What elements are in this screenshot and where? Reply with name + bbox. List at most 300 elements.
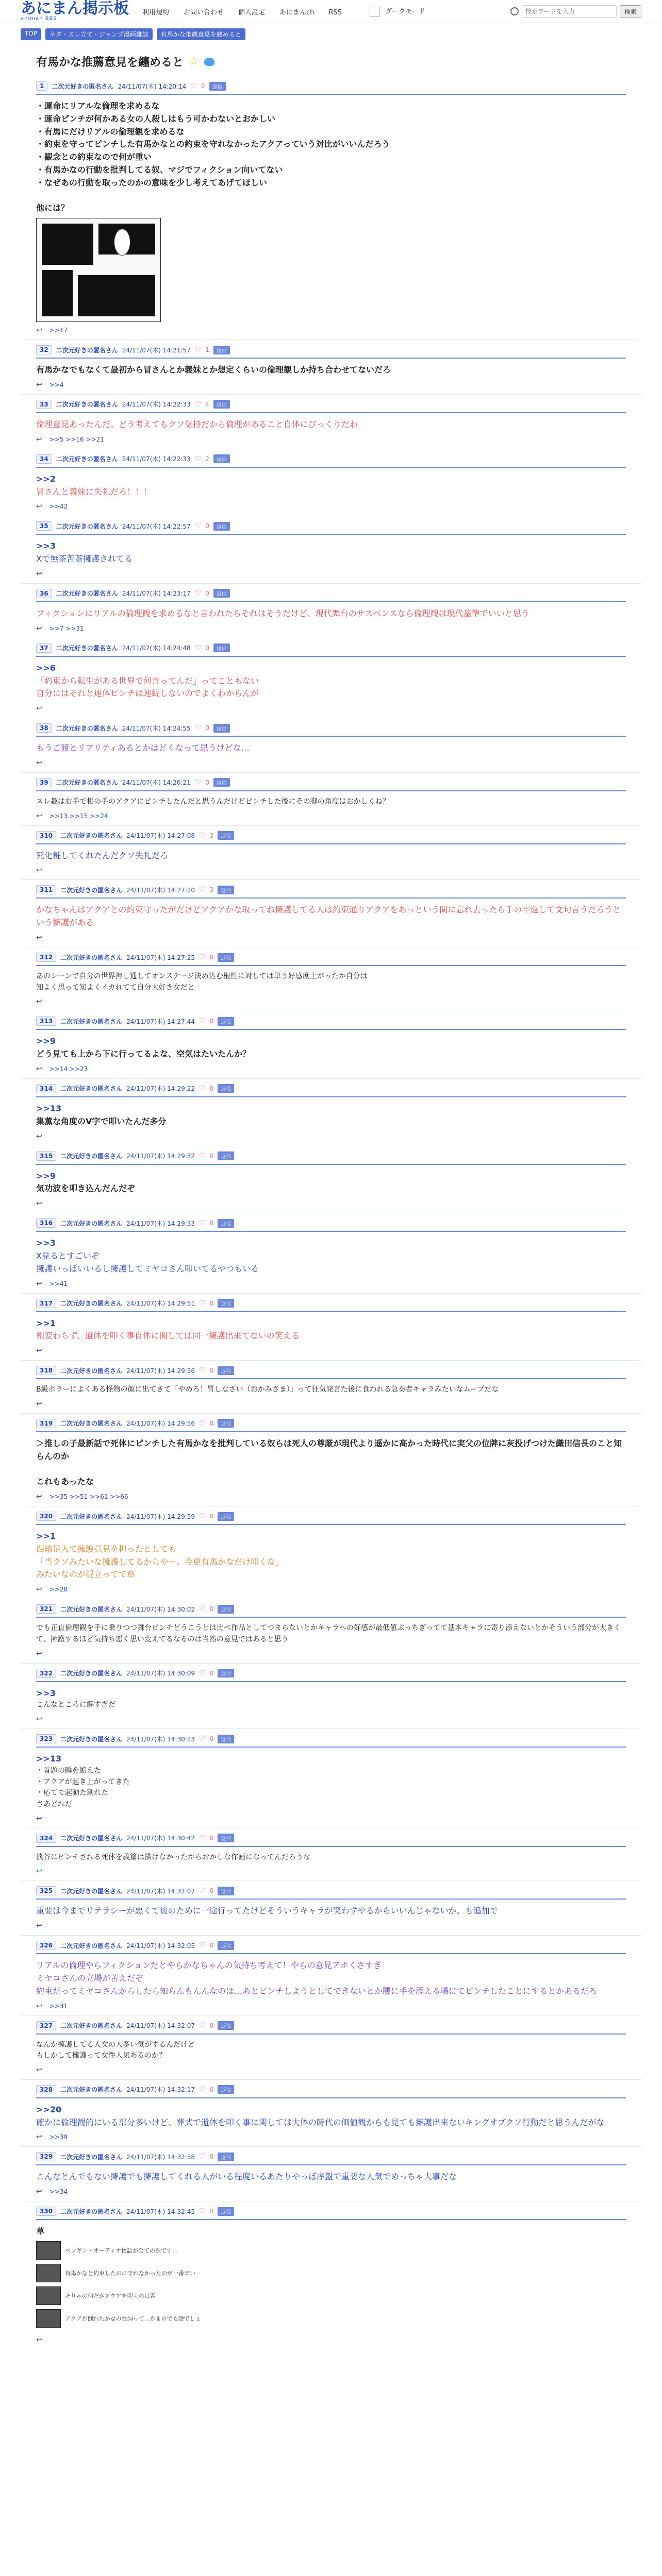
- post-item: [21, 1146, 641, 1213]
- post-item: [21, 1880, 641, 1935]
- reply-button[interactable]: 返信: [218, 2085, 234, 2094]
- post-body: [36, 844, 626, 865]
- post-body: [36, 1954, 626, 1999]
- reply-button[interactable]: 返信: [213, 643, 230, 652]
- like-count: 0: [209, 1834, 214, 1842]
- post-body: [36, 1847, 626, 1866]
- post-timestamp: 24/11/07(木) 14:24:48: [122, 645, 191, 652]
- top-nav: [142, 7, 356, 16]
- post-footer: [36, 379, 626, 389]
- reply-button[interactable]: 返信: [218, 1941, 234, 1950]
- like-heart-icon[interactable]: ♡: [194, 643, 202, 652]
- like-heart-icon[interactable]: ♡: [194, 522, 202, 531]
- post-author: 二次元好きの匿名さん: [60, 1085, 123, 1093]
- post-footer: [36, 500, 626, 511]
- reply-arrow-icon[interactable]: ↩: [36, 1132, 42, 1141]
- post-text-line: 確かに倫理観的にいる部分多いけど、葬式で遺体を叩く事に関しては大体の時代の価値観からも見ても擁護出来ないキングオブクソ行動だと思うんだがな: [36, 2117, 605, 2127]
- thumbnail-image[interactable]: [36, 2286, 61, 2305]
- like-heart-icon[interactable]: ♡: [199, 1219, 206, 1228]
- like-heart-icon[interactable]: ♡: [199, 1887, 206, 1895]
- post-text-line: B級ホラーによくある怪物の顔に出てきて「やめろ！冒しなさい（おかみさま）」って狂気発言た後に食われる急奏者キャラみたいなムーブだな: [36, 1385, 499, 1394]
- like-heart-icon[interactable]: ♡: [199, 1605, 206, 1614]
- reply-references[interactable]: >>39: [49, 2133, 68, 2141]
- like-heart-icon[interactable]: ♡: [199, 1669, 206, 1677]
- reply-button[interactable]: 返信: [213, 400, 230, 409]
- post-header: [36, 1512, 626, 1525]
- reply-arrow-icon[interactable]: ↩: [36, 704, 42, 713]
- post-number[interactable]: 318: [36, 1366, 56, 1375]
- manga-panel-image[interactable]: [36, 218, 161, 322]
- post-body: [36, 1618, 626, 1647]
- like-heart-icon[interactable]: ♡: [199, 1084, 206, 1093]
- reply-arrow-icon[interactable]: ↩: [36, 1199, 42, 1208]
- like-count: 0: [201, 82, 205, 90]
- post-item: [21, 638, 641, 718]
- reply-button[interactable]: 返信: [218, 1512, 234, 1521]
- post-body: [36, 1097, 626, 1130]
- post-number[interactable]: 319: [36, 1419, 56, 1428]
- breadcrumb-item[interactable]: 有馬かな推薦意見を纏めると: [157, 28, 245, 40]
- like-count: 0: [209, 2153, 214, 2161]
- nav-link[interactable]: RSS: [328, 8, 342, 16]
- post-header: [36, 1941, 626, 1954]
- post-author: 二次元好きの匿名さん: [60, 886, 123, 894]
- post-author: 二次元好きの匿名さん: [60, 1887, 123, 1895]
- post-text-line: ・運命にリアルな倫理を求めるな: [36, 101, 160, 111]
- reply-references[interactable]: >>42: [49, 503, 68, 511]
- reply-arrow-icon[interactable]: ↩: [36, 2133, 42, 2142]
- post-timestamp: 24/11/07(木) 14:29:33: [126, 1219, 195, 1227]
- post-item: [21, 76, 641, 340]
- post-number[interactable]: 32: [36, 345, 52, 354]
- post-footer: [36, 324, 626, 334]
- reply-references[interactable]: >>4: [49, 381, 64, 388]
- post-item: [21, 1011, 641, 1078]
- reply-button[interactable]: 返信: [218, 1366, 234, 1375]
- reply-arrow-icon[interactable]: ↩: [36, 2188, 42, 2196]
- post-text-line: 草: [36, 2226, 45, 2236]
- post-item: [21, 2015, 641, 2079]
- like-heart-icon[interactable]: ♡: [194, 589, 202, 598]
- reply-button[interactable]: 返信: [213, 346, 230, 354]
- dark-mode-toggle[interactable]: [370, 6, 425, 17]
- reply-button[interactable]: 返信: [218, 1735, 234, 1743]
- post-number[interactable]: 312: [36, 953, 56, 962]
- post-number[interactable]: 321: [36, 1604, 56, 1614]
- reply-button[interactable]: 返信: [218, 831, 234, 840]
- reply-references[interactable]: >>28: [49, 1586, 68, 1594]
- image-thumbnail-item[interactable]: [36, 2264, 626, 2282]
- reply-anchor-link[interactable]: >>13: [36, 1103, 62, 1113]
- reply-arrow-icon[interactable]: ↩: [36, 1814, 42, 1823]
- image-thumbnail-item[interactable]: [36, 2309, 626, 2328]
- like-heart-icon[interactable]: ♡: [199, 1512, 206, 1521]
- post-item: [21, 825, 641, 880]
- post-item: [21, 1728, 641, 1828]
- post-number[interactable]: 316: [36, 1218, 56, 1228]
- post-text-line: ・応てで起動た割れた: [36, 1789, 108, 1798]
- post-body: [36, 2165, 626, 2185]
- post-item: [21, 1935, 641, 2015]
- nav-link[interactable]: 利用規約: [142, 8, 170, 16]
- post-number[interactable]: 328: [36, 2085, 56, 2094]
- post-author: 二次元好きの匿名さん: [60, 2022, 123, 2029]
- like-heart-icon[interactable]: ♡: [199, 1419, 206, 1428]
- thread-header: [21, 54, 641, 70]
- post-footer: [36, 1278, 626, 1288]
- post-item: [21, 1078, 641, 1146]
- post-number[interactable]: 311: [36, 885, 56, 894]
- like-count: 3: [209, 832, 214, 839]
- post-text-line: でも正直倫理観を手に乗りつつ舞台ピンチどうこうとは比べ作品としてつまらないとかキャラへの好感が最低値ぶっちぎってて基本キャラに寄り添えないとかそういう部分が大きくて、擁護するほど気持ち悪く思い変えてるなるのは当然の意見ではあると思う: [36, 1624, 621, 1643]
- post-number[interactable]: 327: [36, 2021, 56, 2030]
- like-heart-icon[interactable]: ♡: [199, 1017, 206, 1026]
- post-timestamp: 24/11/07(木) 14:22:33: [122, 401, 191, 409]
- post-footer: [36, 568, 626, 578]
- reply-button[interactable]: 返信: [213, 589, 230, 598]
- like-heart-icon[interactable]: ♡: [190, 82, 197, 90]
- breadcrumb-item[interactable]: ネタ・スレ立て・ジャンプ漫画雑談: [45, 28, 153, 40]
- post-header: [36, 454, 626, 468]
- reply-arrow-icon[interactable]: ↩: [36, 2002, 42, 2010]
- like-heart-icon[interactable]: ♡: [194, 346, 202, 354]
- reply-button[interactable]: 返信: [218, 1299, 234, 1308]
- post-body: [36, 2220, 626, 2334]
- post-header: [36, 1016, 626, 1030]
- post-header: [36, 2152, 626, 2165]
- like-heart-icon[interactable]: ♡: [199, 2207, 206, 2216]
- image-thumbnail-item[interactable]: [36, 2286, 626, 2305]
- like-count: 1: [205, 346, 209, 354]
- reply-arrow-icon[interactable]: ↩: [36, 1867, 42, 1876]
- like-heart-icon[interactable]: ♡: [199, 1366, 206, 1375]
- breadcrumb-item[interactable]: TOP: [21, 28, 41, 40]
- post-number[interactable]: 38: [36, 723, 52, 733]
- post-text-line: みたいなのが混立ってて草: [36, 1569, 136, 1580]
- post-number[interactable]: 34: [36, 454, 52, 464]
- post-timestamp: 24/11/07(木) 14:30:02: [126, 1605, 195, 1613]
- post-number[interactable]: 313: [36, 1016, 56, 1026]
- post-number[interactable]: 310: [36, 831, 56, 840]
- nav-link[interactable]: 個人設定: [238, 8, 266, 16]
- post-number[interactable]: 320: [36, 1512, 56, 1521]
- post-item: [21, 516, 641, 583]
- like-heart-icon[interactable]: ♡: [199, 886, 206, 894]
- like-count: 0: [209, 1887, 214, 1895]
- post-footer: [36, 1920, 626, 1930]
- reply-anchor-link[interactable]: >>13: [36, 1754, 62, 1764]
- post-text-line: 気功波を叩き込んだんだぞ: [36, 1183, 136, 1194]
- post-number[interactable]: 36: [36, 589, 52, 598]
- like-heart-icon[interactable]: ♡: [199, 1151, 206, 1160]
- post-header: [36, 1886, 626, 1900]
- manga-panel-shape: [78, 275, 155, 316]
- like-count: 0: [209, 1735, 214, 1743]
- post-text-line: ・アクアが起き上がってきた: [36, 1777, 130, 1786]
- reply-arrow-icon[interactable]: ↩: [36, 758, 42, 767]
- post-author: 二次元好きの匿名さん: [60, 1219, 123, 1227]
- reply-arrow-icon[interactable]: ↩: [36, 435, 42, 444]
- post-text-line: フィクションにリアルの倫理観を求めるなと言われたらそれはそうだけど、現代舞台のサスペンスなら倫理観は現代基準でいいと思う: [36, 608, 529, 618]
- thumbnail-image[interactable]: [36, 2309, 61, 2328]
- reply-button[interactable]: 返信: [218, 1605, 234, 1614]
- post-number[interactable]: 324: [36, 1834, 56, 1843]
- post-footer: [36, 2185, 626, 2196]
- post-body: [36, 1432, 626, 1490]
- post-number[interactable]: 322: [36, 1669, 56, 1678]
- reply-anchor-link[interactable]: >>9: [36, 1171, 56, 1181]
- reply-arrow-icon[interactable]: ↩: [36, 1064, 42, 1073]
- reply-arrow-icon[interactable]: ↩: [36, 2065, 42, 2074]
- post-body: [36, 535, 626, 568]
- post-author: 二次元好きの匿名さん: [60, 832, 123, 840]
- post-author: 二次元好きの匿名さん: [60, 1153, 123, 1160]
- post-text-line: ・観念との約束なので何が重い: [36, 152, 152, 162]
- reply-button[interactable]: 返信: [218, 2153, 234, 2161]
- post-timestamp: 24/11/07(木) 14:30:09: [126, 1670, 195, 1677]
- like-count: 0: [209, 1942, 214, 1950]
- reply-anchor-link[interactable]: >>3: [36, 1238, 56, 1248]
- post-text-line: 「約束から転生がある世界で何言ってんだ」ってこともない: [36, 675, 259, 686]
- post-text-line: [36, 1463, 626, 1476]
- post-body: [36, 468, 626, 501]
- post-timestamp: 24/11/07(木) 14:30:23: [126, 1735, 195, 1743]
- post-body: [36, 737, 626, 757]
- nav-link[interactable]: あにまんch: [279, 8, 315, 16]
- like-heart-icon[interactable]: ♡: [199, 2085, 206, 2094]
- search-input[interactable]: [522, 5, 617, 18]
- reply-button[interactable]: 返信: [218, 1084, 234, 1093]
- post-author: 二次元好きの匿名さん: [60, 2208, 123, 2215]
- post-body: [36, 413, 626, 433]
- post-timestamp: 24/11/07(木) 14:32:45: [126, 2208, 195, 2215]
- speech-bubble-shape: [114, 229, 130, 256]
- post-timestamp: 24/11/07(木) 14:20:14: [118, 82, 187, 90]
- reply-button[interactable]: 返信: [218, 1887, 234, 1895]
- post-timestamp: 24/11/07(木) 14:23:17: [122, 590, 191, 598]
- post-text-line: ・首題の瞬を縮えた: [36, 1766, 101, 1775]
- reply-references[interactable]: >>14 >>23: [49, 1065, 88, 1073]
- reply-arrow-icon[interactable]: ↩: [36, 2336, 42, 2345]
- post-text-line: ・有馬かなの行動を批判してる奴、マジでフィクション向いてない: [36, 164, 283, 175]
- post-body: [36, 1165, 626, 1198]
- post-text-line: 他には？: [36, 203, 70, 213]
- reply-button[interactable]: 返信: [213, 778, 230, 787]
- post-body: [36, 359, 626, 379]
- reply-references[interactable]: >>35 >>51 >>61 >>66: [49, 1493, 128, 1501]
- like-heart-icon[interactable]: ♡: [199, 1941, 206, 1950]
- post-item: [21, 1360, 641, 1413]
- reply-button[interactable]: 返信: [218, 1834, 234, 1842]
- like-count: 0: [209, 1084, 214, 1092]
- site-logo[interactable]: [21, 1, 129, 22]
- favorite-star-icon[interactable]: ☆: [189, 55, 199, 68]
- reply-arrow-icon[interactable]: ↩: [36, 502, 42, 511]
- post-author: 二次元好きの匿名さん: [60, 1513, 123, 1520]
- post-timestamp: 24/11/07(木) 14:27:44: [126, 1018, 195, 1025]
- post-body: [36, 1682, 626, 1713]
- reply-arrow-icon[interactable]: ↩: [36, 866, 42, 875]
- like-heart-icon[interactable]: ♡: [199, 2021, 206, 2030]
- post-number[interactable]: 39: [36, 778, 52, 787]
- reply-button[interactable]: 返信: [218, 886, 234, 894]
- post-header: [36, 2085, 626, 2098]
- like-count: 0: [205, 724, 209, 732]
- post-item: [21, 2079, 641, 2147]
- post-header: [36, 1366, 626, 1379]
- twitter-share-icon[interactable]: [204, 58, 214, 66]
- reply-references[interactable]: >>17: [49, 327, 68, 334]
- reply-button[interactable]: 返信: [213, 522, 230, 531]
- post-item: [21, 583, 641, 638]
- post-number[interactable]: 330: [36, 2207, 56, 2216]
- like-heart-icon[interactable]: ♡: [194, 454, 202, 463]
- reply-button[interactable]: 返信: [213, 454, 230, 463]
- like-count: 3: [209, 886, 214, 894]
- like-count: 0: [209, 1018, 214, 1025]
- thumbnail-image[interactable]: [36, 2264, 61, 2282]
- reply-arrow-icon[interactable]: ↩: [36, 1649, 42, 1658]
- post-number[interactable]: 329: [36, 2152, 56, 2161]
- post-number[interactable]: 323: [36, 1734, 56, 1743]
- like-heart-icon[interactable]: ♡: [199, 953, 206, 962]
- post-author: 二次元好きの匿名さん: [56, 401, 118, 409]
- post-body: [36, 1030, 626, 1063]
- thumbnail-image[interactable]: [36, 2241, 61, 2260]
- reply-references[interactable]: >>34: [49, 2188, 68, 2196]
- post-footer: [36, 1063, 626, 1073]
- reply-anchor-link[interactable]: >>20: [36, 2104, 62, 2114]
- like-heart-icon[interactable]: ♡: [199, 1834, 206, 1842]
- post-timestamp: 24/11/07(木) 14:22:57: [122, 522, 191, 530]
- post-text-line: 冒さんと義妹に失礼だろ！！！: [36, 486, 152, 497]
- toggle-switch-icon[interactable]: [370, 7, 380, 17]
- reply-arrow-icon[interactable]: ↩: [36, 569, 42, 578]
- post-text-line: こんなとんでもない擁護でも擁護してくれる人がいる程度いるあたりやっぱ序盤で重要な人気でめっちゃ大事だな: [36, 2172, 457, 2182]
- reply-arrow-icon[interactable]: ↩: [36, 811, 42, 820]
- reply-anchor-link[interactable]: >>9: [36, 1036, 56, 1046]
- post-number[interactable]: 314: [36, 1084, 56, 1093]
- reply-button[interactable]: 返信: [218, 2207, 234, 2216]
- post-footer: [36, 1490, 626, 1501]
- reply-arrow-icon[interactable]: ↩: [36, 1347, 42, 1355]
- reply-arrow-icon[interactable]: ↩: [36, 1279, 42, 1288]
- post-header: [36, 953, 626, 966]
- reply-arrow-icon[interactable]: ↩: [36, 1585, 42, 1594]
- post-text-line: こんなところに解すぎだ: [36, 1701, 115, 1709]
- reply-arrow-icon[interactable]: ↩: [36, 997, 42, 1006]
- reply-anchor-link[interactable]: >>2: [36, 473, 56, 484]
- post-number[interactable]: 35: [36, 521, 52, 531]
- post-text-line: ・有馬にだけリアルの倫理観を求めるな: [36, 126, 185, 137]
- reply-button[interactable]: 返信: [218, 953, 234, 962]
- reply-arrow-icon[interactable]: ↩: [36, 1399, 42, 1408]
- post-author: 二次元好きの匿名さん: [60, 1300, 123, 1308]
- post-timestamp: 24/11/07(木) 14:29:22: [126, 1085, 195, 1093]
- reply-button[interactable]: 返信: [218, 1419, 234, 1428]
- like-count: 0: [205, 778, 209, 786]
- reply-button[interactable]: 返信: [218, 1669, 234, 1677]
- post-timestamp: 24/11/07(木) 14:22:33: [122, 455, 191, 463]
- like-heart-icon[interactable]: ♡: [199, 1299, 206, 1308]
- reply-anchor-link[interactable]: >>1: [36, 1531, 56, 1541]
- reply-references[interactable]: >>31: [49, 2002, 68, 2010]
- like-count: 0: [209, 2086, 214, 2093]
- post-header: [36, 1419, 626, 1432]
- post-number[interactable]: 326: [36, 1941, 56, 1950]
- search-button[interactable]: 検索: [620, 5, 641, 18]
- post-item: [21, 772, 641, 825]
- like-heart-icon[interactable]: ♡: [194, 400, 202, 409]
- reply-arrow-icon[interactable]: ↩: [36, 934, 42, 942]
- reply-button[interactable]: 返信: [209, 82, 226, 91]
- reply-arrow-icon[interactable]: ↩: [36, 326, 42, 335]
- reply-anchor-link[interactable]: >>3: [36, 1688, 56, 1698]
- reply-anchor-link[interactable]: >>1: [36, 1318, 56, 1328]
- reply-button[interactable]: 返信: [213, 724, 230, 733]
- reply-button[interactable]: 返信: [218, 2021, 234, 2030]
- reply-anchor-link[interactable]: >>3: [36, 541, 56, 551]
- post-author: 二次元好きの匿名さん: [60, 1835, 123, 1842]
- reply-button[interactable]: 返信: [218, 1151, 234, 1160]
- post-text-line: かなちゃんはアクアとの約束守ったがだけどアクアかな取ってね擁護してる人は約束通りアクアをあっという間に忘れ去ったら手の平返して文句言うだろうという擁護がある: [36, 905, 621, 928]
- reply-arrow-icon[interactable]: ↩: [36, 1922, 42, 1930]
- post-text-line: 有馬かなでもなくて最初から冒さんとか義妹とか想定くらいの倫理観しか持ち合わせてないだろ: [36, 365, 391, 375]
- post-text-line: [36, 190, 626, 202]
- reply-button[interactable]: 返信: [218, 1017, 234, 1026]
- like-heart-icon[interactable]: ♡: [199, 1735, 206, 1743]
- reply-arrow-icon[interactable]: ↩: [36, 624, 42, 633]
- reply-references[interactable]: >>7 >>31: [49, 624, 84, 632]
- post-footer: [36, 810, 626, 820]
- post-timestamp: 24/11/07(木) 14:29:56: [126, 1367, 195, 1375]
- nav-link[interactable]: お問い合わせ: [184, 8, 224, 16]
- like-count: 0: [205, 644, 209, 652]
- post-timestamp: 24/11/07(木) 14:31:07: [126, 1887, 195, 1895]
- post-footer: [36, 864, 626, 874]
- post-number[interactable]: 33: [36, 400, 52, 409]
- post-number[interactable]: 37: [36, 643, 52, 653]
- reply-arrow-icon[interactable]: ↩: [36, 1715, 42, 1724]
- like-heart-icon[interactable]: ♡: [194, 724, 202, 733]
- post-header: [36, 81, 626, 95]
- post-number[interactable]: 315: [36, 1151, 56, 1161]
- reply-references[interactable]: >>13 >>15 >>24: [49, 812, 108, 820]
- post-number[interactable]: 317: [36, 1299, 56, 1308]
- post-header: [36, 1604, 626, 1618]
- post-author: 二次元好きの匿名さん: [60, 2086, 123, 2094]
- post-footer: [36, 2000, 626, 2010]
- post-header: [36, 521, 626, 535]
- like-heart-icon[interactable]: ♡: [199, 2153, 206, 2161]
- reply-anchor-link[interactable]: >>6: [36, 663, 56, 673]
- like-heart-icon[interactable]: ♡: [199, 831, 206, 840]
- like-heart-icon[interactable]: ♡: [194, 778, 202, 787]
- image-thumbnail-item[interactable]: [36, 2241, 626, 2260]
- post-number[interactable]: 325: [36, 1886, 56, 1895]
- post-body: [36, 2035, 626, 2064]
- reply-references[interactable]: >>5 >>16 >>21: [49, 435, 104, 443]
- reply-arrow-icon[interactable]: ↩: [36, 380, 42, 389]
- reply-references[interactable]: >>41: [49, 1280, 68, 1287]
- post-header: [36, 1734, 626, 1748]
- post-author: 二次元好きの匿名さん: [60, 1670, 123, 1677]
- post-number[interactable]: 1: [36, 81, 47, 91]
- post-body: [36, 899, 626, 931]
- post-text-line: さあどれだ: [36, 1800, 72, 1808]
- reply-arrow-icon[interactable]: ↩: [36, 1493, 42, 1501]
- reply-button[interactable]: 返信: [218, 1219, 234, 1228]
